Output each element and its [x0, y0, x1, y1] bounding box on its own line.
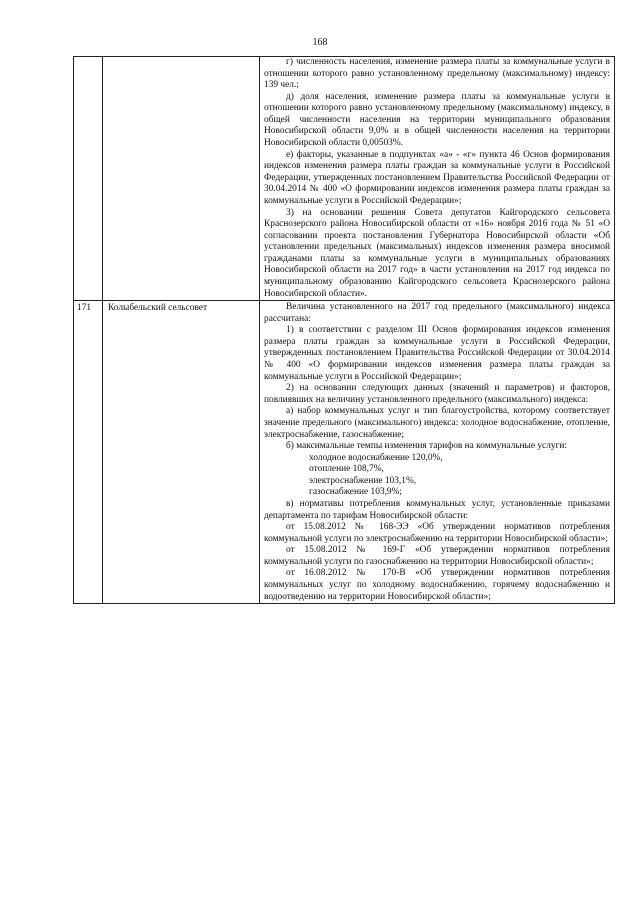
description-cell	[260, 57, 615, 301]
paragraph: б) максимальные темпы изменения тарифов на коммунальные услуги:	[286, 441, 568, 452]
paragraph: д) доля населения, изменение размера платы за коммунальные услуги в отношении которого равно установленному предельному (максимальному) индексу, в общей численности населения на территории муниципального образования Новосибирской области 9,0% и в общей численности населения на территории Новосибирской области 0,00503%.	[264, 91, 610, 149]
municipality-name-cell	[103, 57, 260, 301]
tariff-item: газоснабжение 103,9%;	[309, 487, 403, 498]
tariff-item: отопление 108,7%,	[309, 464, 384, 475]
document-table	[73, 56, 615, 604]
row-number-cell: 171	[74, 301, 103, 604]
paragraph: 1) в соответствии с разделом III Основ формирования индексов изменения размера платы граждан за коммунальные услуги в Российской Федерации, утвержденных постановлением Правительства Российской Федерации от 30.04.2014 № 400 «О формировании индексов изменения размера платы граждан за коммунальные услуги в Российской Федерации»;	[264, 325, 610, 382]
paragraph: в) нормативы потребления коммунальных услуг, установленные приказами департамента по тарифам Новосибирской области:	[264, 498, 610, 521]
paragraph: Величина установленного на 2017 год предельного (максимального) индекса рассчитана:	[264, 302, 610, 324]
description-cell	[260, 301, 615, 604]
paragraph: от 15.08.2012 № 168-ЭЭ «Об утверждении нормативов потребления коммунальной услуги по электроснабжению на территории Новосибирской области»;	[264, 522, 610, 544]
paragraph: г) численность населения, изменение размера платы за коммунальные услуги в отношении которого равно установленному предельному (максимальному) индексу: 139 чел.;	[264, 57, 610, 91]
municipality-name-cell: Колыбельский сельсовет	[103, 301, 260, 604]
paragraph: 2) на основании следующих данных (значений и параметров) и факторов, повлиявших на величину установленного предельного (максимального) индекса:	[264, 383, 610, 405]
paragraph: а) набор коммунальных услуг и тип благоустройства, которому соответствует значение предельного (максимального) индекса: холодное водоснабжение, отопление, электроснабжение, газоснабжение;	[264, 406, 610, 440]
paragraph: 3) на основании решения Совета депутатов Кайгородского сельсовета Краснозерского района Новосибирской области от «16» ноября 2016 года № 51 «О согласовании проекта постановления Губернатора Новосибирской области «Об установлении предельных (максимальных) индексов изменения размера вносимой гражданами платы за коммунальные услуги в муниципальных образованиях Новосибирской области на 2017 год» в части установления на 2017 год индекса по муниципальному образованию Кайгородского сельсовета Краснозерского района Новосибирской области».	[264, 207, 610, 299]
page-number: 168	[312, 37, 328, 48]
table-row	[74, 57, 615, 301]
paragraph: е) факторы, указанные в подпунктах «а» - «г» пункта 46 Основ формирования индексов изменения размера платы граждан за коммунальные услуги в Российской Федерации, утвержденных постановлением Правительства Российской Федерации от 30.04.2014 № 400 «О формировании индексов изменения размера платы граждан за коммунальные услуги в Российской Федерации»;	[264, 149, 610, 206]
paragraph: от 16.08.2012 № 170-В «Об утверждении нормативов потребления коммунальных услуг по холодному водоснабжению, горячему водоснабжению и водоотведению на территории Новосибирской области»;	[264, 568, 610, 602]
table-row	[74, 301, 615, 604]
tariff-item: холодное водоснабжение 120,0%,	[309, 452, 443, 463]
tariff-item: электроснабжение 103,1%,	[309, 475, 417, 486]
row-number-cell	[74, 57, 103, 301]
paragraph: от 15.08.2012 № 169-Г «Об утверждении нормативов потребления коммунальной услуги по газоснабжению на территории Новосибирской области»;	[264, 545, 610, 567]
